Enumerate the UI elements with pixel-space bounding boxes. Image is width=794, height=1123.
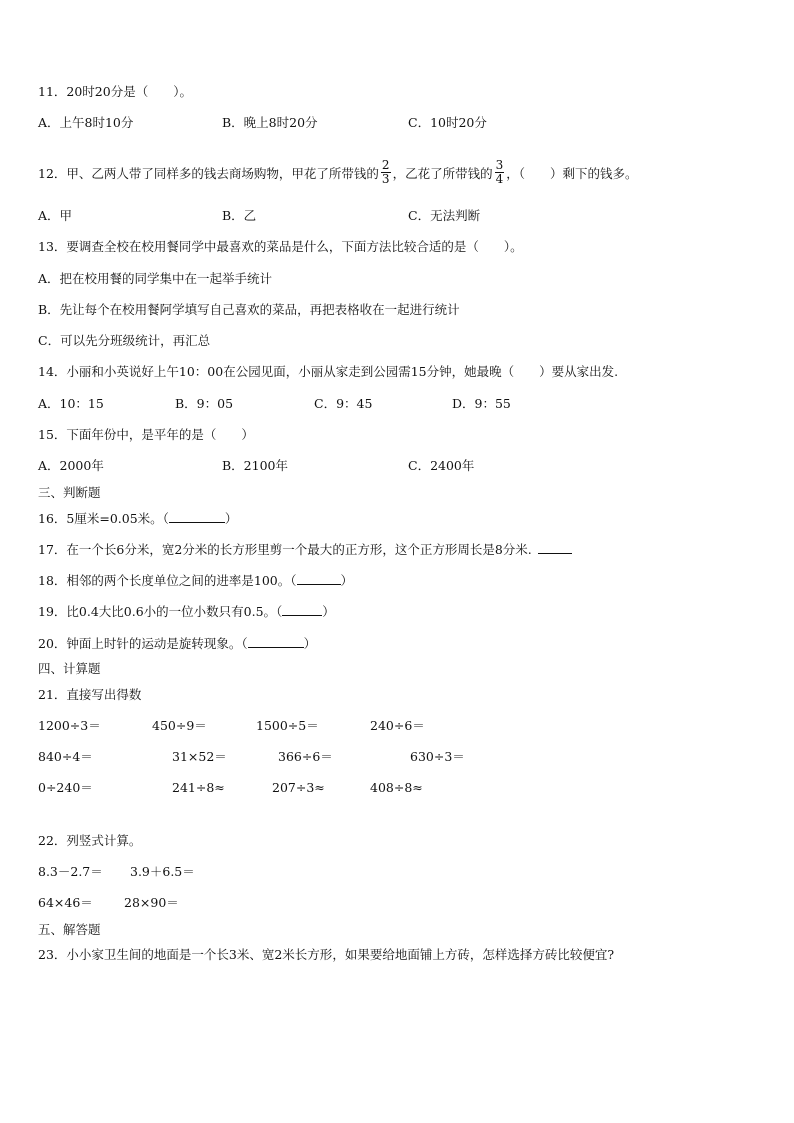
calc-item: 31×52＝ <box>172 749 227 764</box>
answer-blank[interactable] <box>297 572 341 585</box>
q13-option-b: B．先让每个在校用餐阿学填写自己喜欢的菜品，再把表格收在一起进行统计 <box>38 302 460 317</box>
calc-item: 28×90＝ <box>124 895 179 910</box>
q13-option-a: A．把在校用餐的同学集中在一起举手统计 <box>38 271 273 286</box>
question-18: 18．相邻的两个长度单位之间的进率是100。（ ） <box>38 573 354 588</box>
calc-item: 408÷8≈ <box>370 780 423 795</box>
q12-option-a: A．甲 <box>38 208 73 223</box>
calc-item: 241÷8≈ <box>172 780 225 795</box>
q13-option-c: C．可以先分班级统计，再汇总 <box>38 333 211 348</box>
question-13-stem: 13．要调查全校在校用餐同学中最喜欢的菜品是什么，下面方法比较合适的是（ ）。 <box>38 239 523 254</box>
answer-blank[interactable] <box>538 541 572 554</box>
question-12-stem <box>38 158 638 188</box>
question-19: 19．比0.4大比0.6小的一位小数只有0.5。（ ） <box>38 604 335 619</box>
question-22-stem: 22．列竖式计算。 <box>38 833 142 848</box>
calc-item: 240÷6＝ <box>370 718 425 733</box>
calc-item: 3.9＋6.5＝ <box>130 864 195 879</box>
q15-option-c: C．2400年 <box>408 458 475 473</box>
question-17: 17．在一个长6分米，宽2分米的长方形里剪一个最大的正方形，这个正方形周长是8分米. <box>38 541 572 558</box>
calc-item: 630÷3＝ <box>410 749 465 764</box>
section-3-title: 三、判断题 <box>38 485 101 500</box>
q11-option-b: B．晚上8时20分 <box>222 115 318 130</box>
calc-item: 64×46＝ <box>38 895 93 910</box>
q12-stem-part-b: ，乙花了所带钱的 <box>392 166 493 181</box>
q14-option-a: A．10：15 <box>38 396 104 411</box>
q14-option-b: B．9：05 <box>175 396 234 411</box>
answer-blank[interactable] <box>282 603 322 616</box>
q15-option-b: B．2100年 <box>222 458 288 473</box>
question-23-stem: 23．小小家卫生间的地面是一个长3米、宽2米长方形，如果要给地面铺上方砖，怎样选择方砖比较便宜? <box>38 947 615 962</box>
q12-stem-part-a: 12．甲、乙两人带了同样多的钱去商场购物，甲花了所带钱的 <box>38 166 379 181</box>
q11-option-a: A．上午8时10分 <box>38 115 134 130</box>
question-15-stem: 15．下面年份中，是平年的是（ ） <box>38 427 254 442</box>
answer-blank[interactable] <box>169 510 225 523</box>
calc-item: 207÷3≈ <box>272 780 325 795</box>
question-14-stem: 14．小丽和小英说好上午10：00在公园见面，小丽从家走到公园需15分钟，她最晚（ ）要从家出发. <box>38 364 619 379</box>
question-11-stem: 11．20时20分是（ ）。 <box>38 84 192 99</box>
section-5-title: 五、解答题 <box>38 922 101 937</box>
fraction-two-thirds: $\frac{2}{3}$ <box>381 158 390 186</box>
question-20: 20．钟面上时针的运动是旋转现象。（ ） <box>38 636 317 651</box>
answer-blank[interactable] <box>248 635 304 648</box>
q12-option-c: C．无法判断 <box>408 208 481 223</box>
q11-option-c: C．10时20分 <box>408 115 487 130</box>
question-16: 16．5厘米=0.05米。（ ） <box>38 511 238 526</box>
calc-item: 0÷240＝ <box>38 780 93 795</box>
fraction-three-quarters: $\frac{3}{4}$ <box>495 158 504 186</box>
q15-option-a: A．2000年 <box>38 458 104 473</box>
calc-item: 1500÷5＝ <box>256 718 319 733</box>
calc-item: 840÷4＝ <box>38 749 93 764</box>
q14-option-d: D．9：55 <box>452 396 511 411</box>
q12-option-b: B．乙 <box>222 208 257 223</box>
calc-item: 450÷9＝ <box>152 718 207 733</box>
calc-item: 366÷6＝ <box>278 749 333 764</box>
question-21-stem: 21．直接写出得数 <box>38 687 142 702</box>
q12-stem-part-c: ，（ ）剩下的钱多。 <box>506 166 638 181</box>
section-4-title: 四、计算题 <box>38 661 101 676</box>
calc-item: 1200÷3＝ <box>38 718 101 733</box>
q14-option-c: C．9：45 <box>314 396 373 411</box>
calc-item: 8.3－2.7＝ <box>38 864 103 879</box>
